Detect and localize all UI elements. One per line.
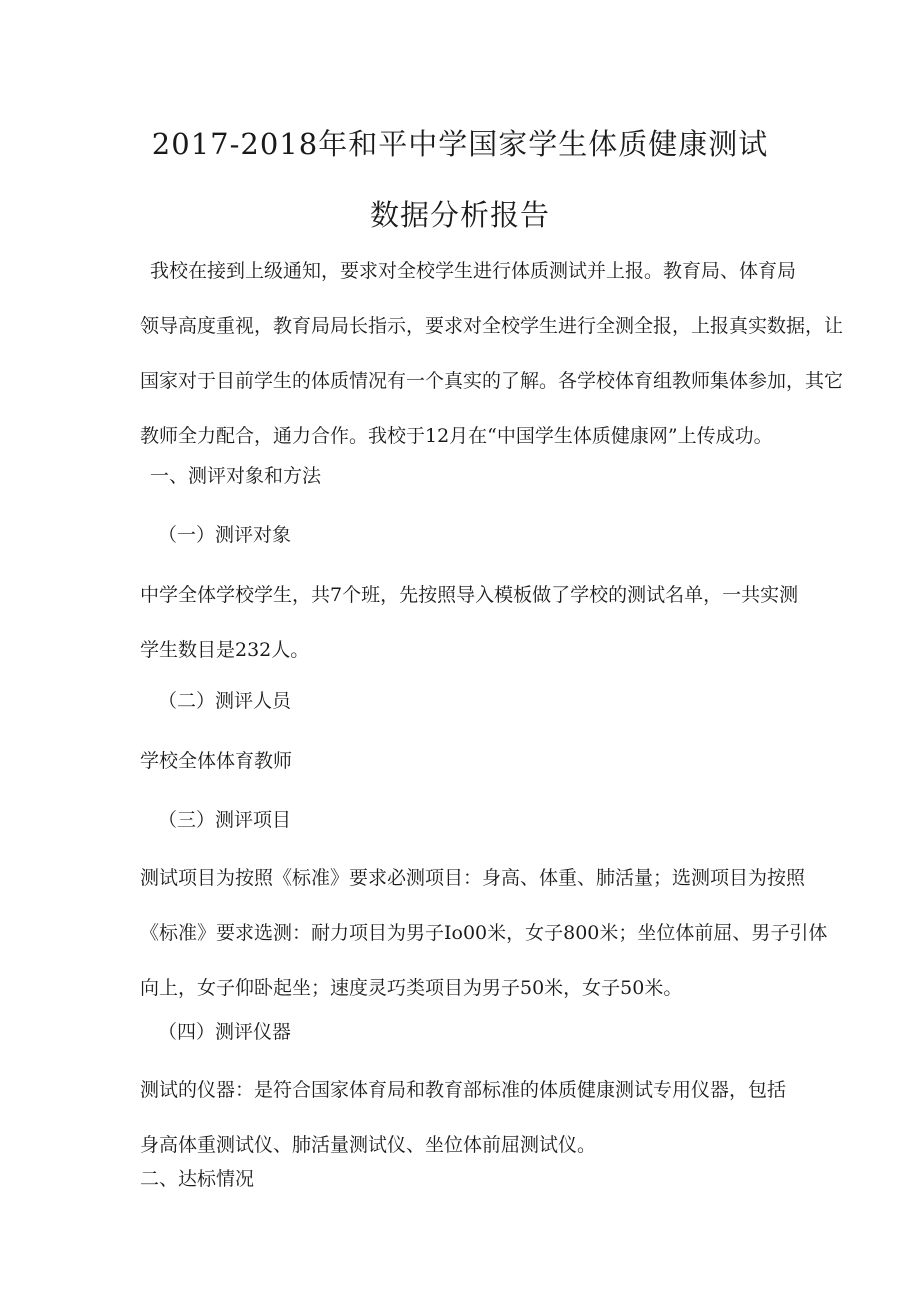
subsection-3-paragraph [140, 851, 840, 1016]
paragraph-line: 测试的仪器：是符合国家体育局和教育部标准的体质健康测试专用仪器，包括 [140, 1079, 787, 1101]
intro-line: 我校在接到上级通知，要求对全校学生进行体质测试并上报。教育局、体育局 [150, 260, 797, 282]
subsection-1-paragraph [140, 568, 840, 678]
intro-line: 国家对于目前学生的体质情况有一个真实的了解。各学校体育组教师集体参加，其它 [140, 370, 844, 392]
subsection-4-paragraph [140, 1063, 840, 1173]
paragraph-line: 向上，女子仰卧起坐；速度灵巧类项目为男子50米，女子50米。 [140, 977, 683, 999]
document-title-line-1: 2017-2018年和平中学国家学生体质健康测试 [151, 127, 769, 161]
paragraph-line: 学生数目是232人。 [140, 639, 310, 661]
paragraph-line: 《标准》要求选测：耐力项目为男子Io00米，女子800米；坐位体前屈、男子引体 [140, 922, 828, 944]
intro-line: 领导高度重视，教育局局长指示，要求对全校学生进行全测全报，上报真实数据，让 [140, 315, 844, 337]
paragraph-line: 中学全体学校学生，共7个班，先按照导入模板做了学校的测试名单，一共实测 [140, 584, 799, 606]
intro-paragraph [140, 244, 844, 464]
subsection-2-text: 学校全体体育教师 [140, 750, 293, 772]
document-title-line-2: 数据分析报告 [369, 198, 550, 232]
paragraph-line: 测试项目为按照《标准》要求必测项目：身高、体重、肺活量；选测项目为按照 [140, 867, 806, 889]
subsection-heading-2: （二）测评人员 [158, 690, 292, 712]
subsection-heading-4: （四）测评仪器 [158, 1021, 292, 1043]
subsection-heading-1: （一）测评对象 [158, 524, 292, 546]
section-heading-2: 二、达标情况 [140, 1168, 255, 1190]
section-heading-1: 一、测评对象和方法 [150, 465, 322, 487]
subsection-heading-3: （三）测评项目 [158, 809, 292, 831]
paragraph-line: 身高体重测试仪、肺活量测试仪、坐位体前屈测试仪。 [140, 1134, 597, 1156]
intro-line: 教师全力配合，通力合作。我校于12月在“中国学生体质健康网”上传成功。 [140, 425, 773, 447]
